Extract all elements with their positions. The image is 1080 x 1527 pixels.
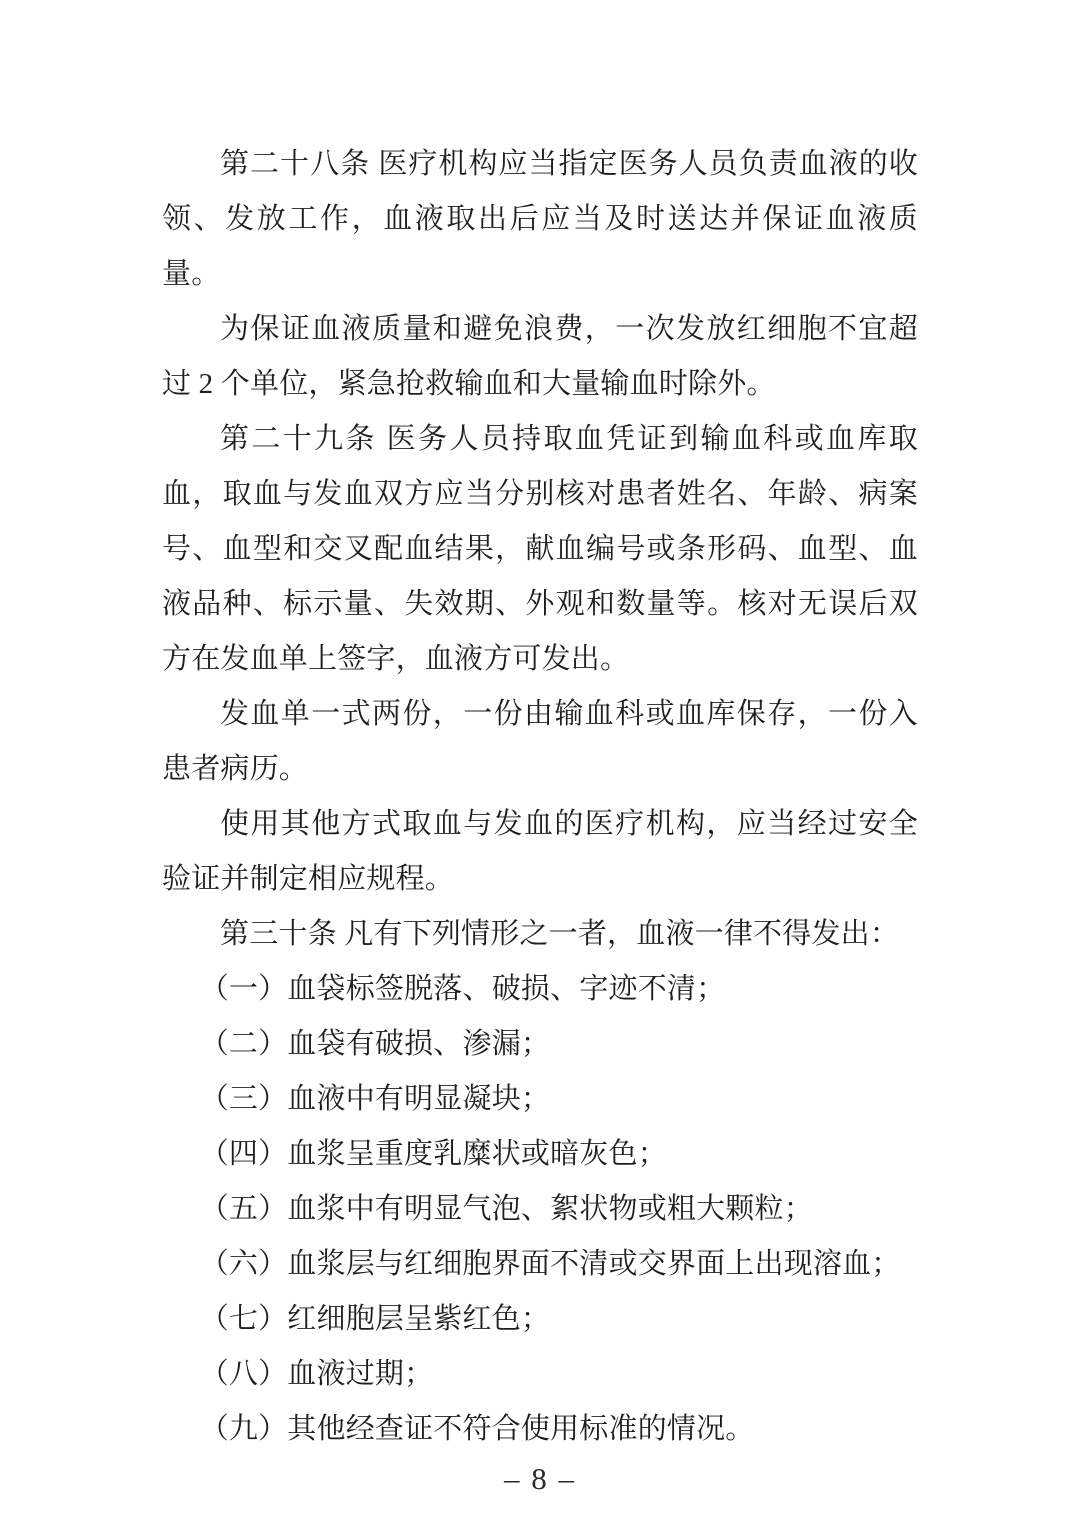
list-item-5: （五）血浆中有明显气泡、絮状物或粗大颗粒； [199, 1193, 813, 1225]
list-item-8: （八）血液过期； [199, 1358, 434, 1390]
paragraph-article-28-supplement: 为保证血液质量和避免浪费，一次发放红细胞不宜超过 2 个单位，紧急抢救输血和大量输血时除外。 [162, 313, 918, 400]
document-text-block [162, 137, 918, 1457]
paragraph-article-28: 第二十八条 医疗机构应当指定医务人员负责血液的收领、发放工作，血液取出后应当及时送达并保证血液质量。 [162, 148, 918, 290]
list-item-4: （四）血浆呈重度乳糜状或暗灰色； [199, 1138, 667, 1170]
paragraph-issue-form-copies: 发血单一式两份，一份由输血科或血库保存，一份入患者病历。 [162, 698, 918, 785]
paragraph-other-methods: 使用其他方式取血与发血的医疗机构，应当经过安全验证并制定相应规程。 [162, 808, 918, 895]
paragraph-article-30: 第三十条 凡有下列情形之一者，血液一律不得发出： [220, 918, 900, 950]
list-item-2: （二）血袋有破损、渗漏； [199, 1028, 551, 1060]
list-item-3: （三）血液中有明显凝块； [199, 1083, 551, 1115]
list-item-9: （九）其他经查证不符合使用标准的情况。 [199, 1413, 755, 1445]
paragraph-article-29: 第二十九条 医务人员持取血凭证到输血科或血库取血，取血与发血双方应当分别核对患者姓名、年龄、病案号、血型和交叉配血结果，献血编号或条形码、血型、血液品种、标示量、失效期、外观和数量等。核对无误后双方在发血单上签字，血液方可发出。 [162, 423, 918, 675]
page-number: – 8 – [504, 1461, 576, 1496]
list-item-7: （七）红细胞层呈紫红色； [199, 1303, 551, 1335]
list-item-1: （一）血袋标签脱落、破损、字迹不清； [199, 973, 726, 1005]
list-item-6: （六）血浆层与红细胞界面不清或交界面上出现溶血； [199, 1248, 901, 1280]
